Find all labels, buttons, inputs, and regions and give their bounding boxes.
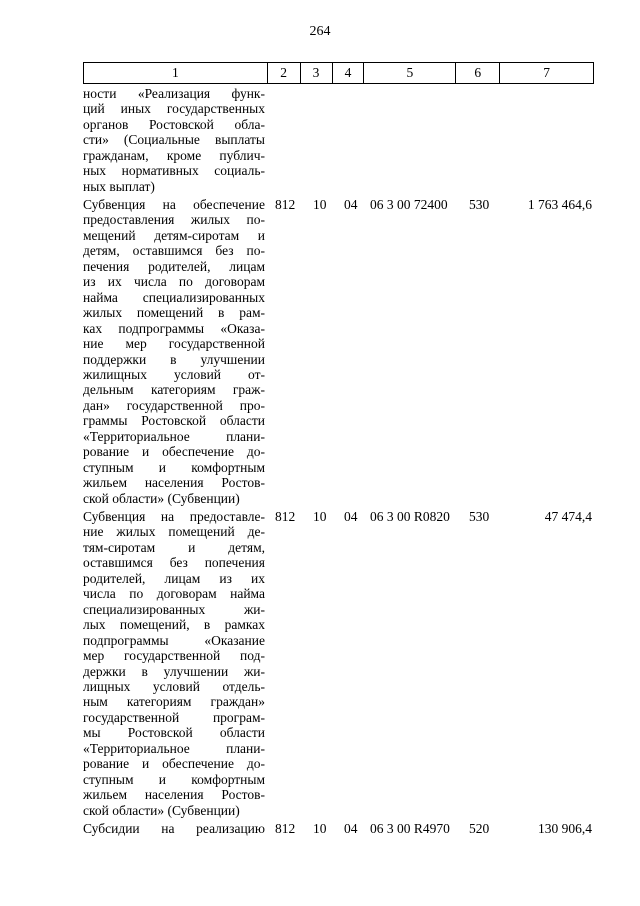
row-description [83, 509, 265, 818]
amount: 130 906,4 [538, 821, 592, 836]
expense-type-code: 520 [469, 821, 490, 836]
description-line: ности «Реализация функ- [83, 86, 265, 101]
header-col-5: 5 [363, 63, 455, 83]
header-col-7: 7 [499, 63, 593, 83]
description-line: печения родителей, лицам [83, 258, 265, 274]
description-line: Субвенция на обеспечение [83, 197, 265, 212]
description-line: жилых помещений в рам- [83, 305, 265, 321]
description-line: специализированных жи- [83, 601, 265, 617]
description-line: ской области» (Субвенции) [83, 490, 240, 506]
description-line: дельным категориям граж- [83, 382, 265, 398]
description-line: поддержки в улучшении [83, 351, 265, 367]
target-item-code: 06 3 00 R0820 [370, 509, 450, 524]
description-line: жильем населения Ростов- [83, 475, 265, 491]
description-line: числа по договорам найма [83, 586, 265, 602]
section-code: 10 [313, 821, 327, 836]
description-line: рование и обеспечение до- [83, 756, 265, 772]
row-description [83, 86, 265, 194]
description-line: государственной програм- [83, 709, 265, 725]
header-col-2: 2 [267, 63, 300, 83]
description-line: Субсидии на реализацию [83, 821, 265, 836]
amount: 47 474,4 [544, 509, 592, 524]
description-line: ской области» (Субвенции) [83, 802, 240, 818]
description-line: лых помещений, в рамках [83, 617, 265, 633]
subsection-code: 04 [344, 821, 358, 836]
header-col-1: 1 [171, 65, 179, 80]
description-line: найма специализированных [83, 289, 265, 305]
description-line: жильем населения Ростов- [83, 787, 265, 803]
ministry-code: 812 [275, 821, 296, 836]
description-line: детям, оставшимся без по- [83, 243, 265, 259]
table-header [83, 62, 594, 84]
description-line: ние жилых помещений де- [83, 524, 265, 540]
description-line: держки в улучшении жи- [83, 663, 265, 679]
description-line: «Территориальное плани- [83, 740, 265, 756]
expense-type-code: 530 [469, 197, 490, 212]
ministry-code: 812 [275, 509, 296, 524]
description-line: мы Ростовской области [83, 725, 265, 741]
section-code: 10 [313, 509, 327, 524]
description-line: «Территориальное плани- [83, 428, 265, 444]
amount: 1 763 464,6 [527, 197, 592, 212]
description-line: ций иных государственных [83, 101, 265, 117]
description-line: жилищных условий от- [83, 366, 265, 382]
target-item-code: 06 3 00 R4970 [370, 821, 450, 836]
header-col-4: 4 [332, 63, 364, 83]
description-line: ступным и комфортным [83, 459, 265, 475]
target-item-code: 06 3 00 72400 [370, 197, 448, 212]
description-line: дан» государственной про- [83, 397, 265, 413]
description-line: предоставления жилых по- [83, 212, 265, 228]
expense-type-code: 530 [469, 509, 490, 524]
description-line: ках подпрограммы «Оказа- [83, 320, 265, 336]
page-number: 264 [309, 24, 331, 39]
description-line: сти» (Социальные выплаты [83, 132, 265, 148]
row-description [83, 197, 265, 506]
description-line: органов Ростовской обла- [83, 116, 265, 132]
description-line: лищных условий отдель- [83, 678, 265, 694]
description-line: ным категориям граждан» [83, 694, 265, 710]
description-line: ступным и комфортным [83, 771, 265, 787]
description-line: из их числа по договорам [83, 274, 265, 290]
row-description [83, 821, 265, 836]
subsection-code: 04 [344, 197, 358, 212]
description-line: мещений детям-сиротам и [83, 227, 265, 243]
description-line: мер государственной под- [83, 648, 265, 664]
description-line: Субвенция на предоставле- [83, 509, 265, 524]
description-line: ние мер государственной [83, 336, 265, 352]
description-line: родителей, лицам из их [83, 570, 265, 586]
description-line: подпрограммы «Оказание [83, 632, 265, 648]
description-line: граммы Ростовской области [83, 413, 265, 429]
description-line: оставшимся без попечения [83, 555, 265, 571]
description-line: ных выплат) [83, 178, 155, 194]
section-code: 10 [313, 197, 327, 212]
header-col-6: 6 [455, 63, 499, 83]
description-line: гражданам, кроме публич- [83, 147, 265, 163]
description-line: тям-сиротам и детям, [83, 539, 265, 555]
ministry-code: 812 [275, 197, 296, 212]
description-line: ных нормативных социаль- [83, 163, 265, 179]
subsection-code: 04 [344, 509, 358, 524]
header-col-3: 3 [300, 63, 332, 83]
description-line: рование и обеспечение до- [83, 444, 265, 460]
